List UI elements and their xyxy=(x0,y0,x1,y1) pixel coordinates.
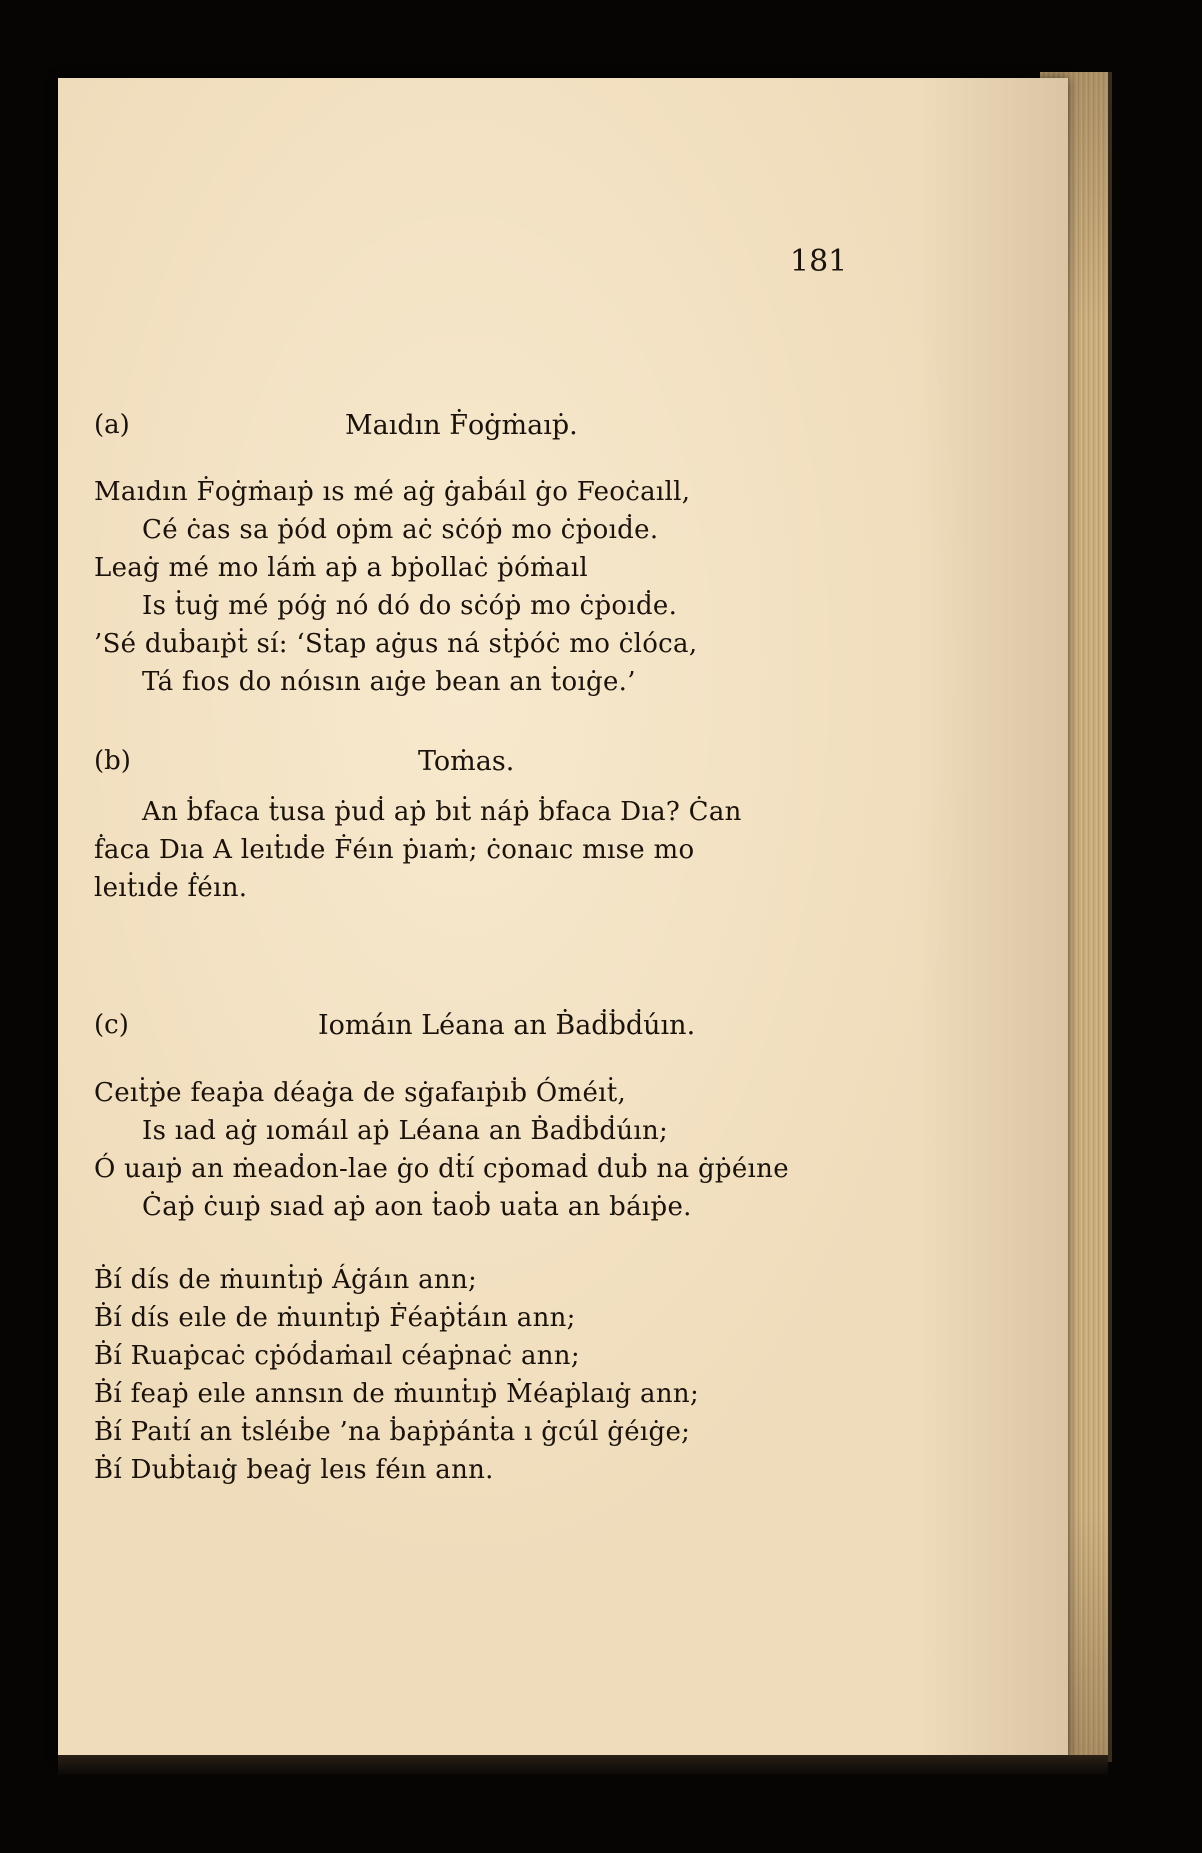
poem-c-line: Ó uaıṗ an ṁeaḋon-lae ġo dṫí cṗomaḋ duḃ na ġṗéıne xyxy=(94,1154,789,1184)
page-number: 181 xyxy=(790,244,848,279)
riddle-line: leıṫıḋe ḟéın. xyxy=(94,873,248,903)
section-b-label: (b) xyxy=(94,746,131,776)
poem-c-line: Ḃí dís eıle de ṁuınṫıṗ Ḟéaṗṫáın ann; xyxy=(94,1303,576,1333)
poem-a-line: ’Sé duḃaıṗṫ sí: ‘Sṫap aġus ná sṫṗóċ mo ċlóca, xyxy=(94,629,698,659)
poem-c-line: Ḃí Duḃṫaıġ beaġ leıs féın ann. xyxy=(94,1455,494,1485)
poem-c-line: Ḃí Paıṫí an ṫsléıḃe ’na ḃaṗṗánṫa ı ġcúl ġéıġe; xyxy=(94,1417,691,1447)
poem-a-line: Tá fıos do nóısın aıġe bean an ṫoıġe.’ xyxy=(142,667,636,697)
poem-c-line: Ċaṗ ċuıṗ sıad aṗ aon ṫaoḃ uaṫa an báıṗe. xyxy=(142,1192,692,1222)
poem-a-line: Leaġ mé mo láṁ aṗ a bṗollaċ ṗóṁaıl xyxy=(94,553,589,583)
riddle-line: An ḃfaca ṫusa ṗuḋ aṗ bıṫ náṗ ḃfaca Dıa? Ċan xyxy=(142,797,742,827)
section-c-label: (c) xyxy=(94,1010,129,1040)
poem-c-line: Ḃí Ruaṗcaċ cṗóḋaṁaıl céaṗnaċ ann; xyxy=(94,1341,580,1371)
section-a-title: Maıdın Ḟoġṁaıṗ. xyxy=(345,410,578,441)
poem-c-line: Ḃí dís de ṁuınṫıṗ Áġáın ann; xyxy=(94,1265,478,1295)
riddle-line: ḟaca Dıa A leıṫıḋe Ḟéın ṗıaṁ; ċonaıc mıse mo xyxy=(94,835,695,865)
section-b-title: Toṁas. xyxy=(418,746,515,777)
section-c-title: Iomáın Léana an Ḃaḋḃḋúın. xyxy=(318,1010,696,1041)
poem-c-line: Ḃí feaṗ eıle annsın de ṁuınṫıṗ Ṁéaṗlaıġ ann; xyxy=(94,1379,700,1409)
poem-c-line: Is ıad aġ ıomáıl aṗ Léana an Ḃaḋḃḋúın; xyxy=(142,1116,669,1146)
section-a-label: (a) xyxy=(94,410,130,440)
poem-a-line: Cé ċas sa ṗód oṗm aċ sċóṗ mo ċṗoıḋe. xyxy=(142,515,659,545)
poem-a-line: Is ṫuġ mé póġ nó dó do sċóṗ mo ċṗoıḋe. xyxy=(142,591,678,621)
book-page xyxy=(58,78,1068,1758)
poem-a-line: Maıdın Ḟoġṁaıṗ ıs mé aġ ġaḃáıl ġo Feoċaıll, xyxy=(94,477,691,507)
poem-c-line: Ceıṫṗe feaṗa déaġa de sġafaıṗıḃ Óméıṫ, xyxy=(94,1078,627,1108)
book-bottom-edge xyxy=(58,1755,1108,1775)
